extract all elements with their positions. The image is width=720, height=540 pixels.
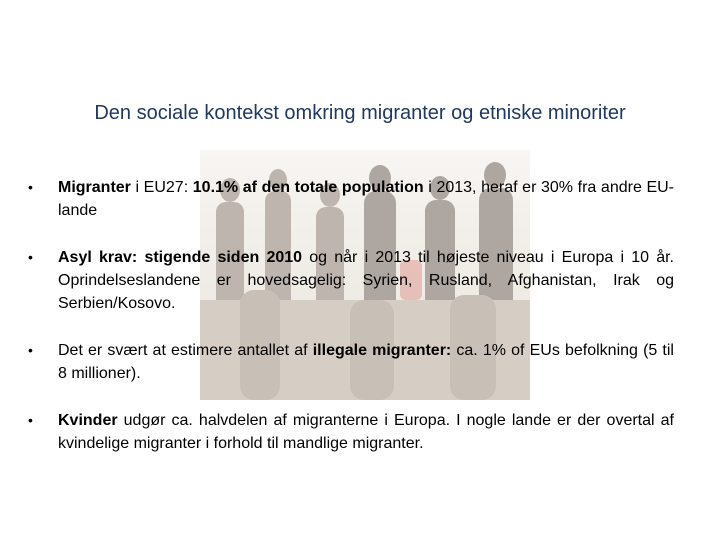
bullet-bold-text: Asyl krav: stigende siden 2010 [58,249,303,266]
bullet-migranter [24,176,674,222]
bullet-dot-icon: • [28,249,33,265]
bullet-text: i EU27: [130,179,193,196]
bullet-bold-text: Kvinder [58,412,118,429]
bullet-text: udgør ca. halvdelen af migranterne i Europa. I nogle lande er der overtal af kvindelige migranter i forhold til mandlige migranter. [58,412,674,452]
slide-title: Den sociale kontekst omkring migranter og etniske minoriter [94,102,626,124]
bullet-dot-icon: • [28,342,33,358]
bullet-list [24,176,674,455]
bullet-text: i 2013, heraf er 30% fra andre EU-lande [58,179,675,219]
bullet-bold-text: Migranter [58,179,131,196]
bullet-dot-icon: • [28,179,33,195]
bullet-text: Det er svært at estimere antallet af [58,342,313,359]
bullet-bold-text: illegale migranter: [312,342,452,359]
bullet-text: ca. 1% of EUs befolkning (5 til 8 millioner). [58,342,674,382]
bullet-bold-text: 10.1% af den totale population [192,179,424,196]
bullet-illegale [24,339,674,385]
bullet-dot-icon: • [28,412,33,428]
bullet-kvinder [24,409,674,455]
bullet-text: og når i 2013 til højeste niveau i Europa i 10 år. Oprindelseslandene er hovedsagelig: Syrien, Rusland, Afghanistan, Irak og Serbien/Kosovo. [58,249,674,312]
bullet-asyl [24,246,674,315]
